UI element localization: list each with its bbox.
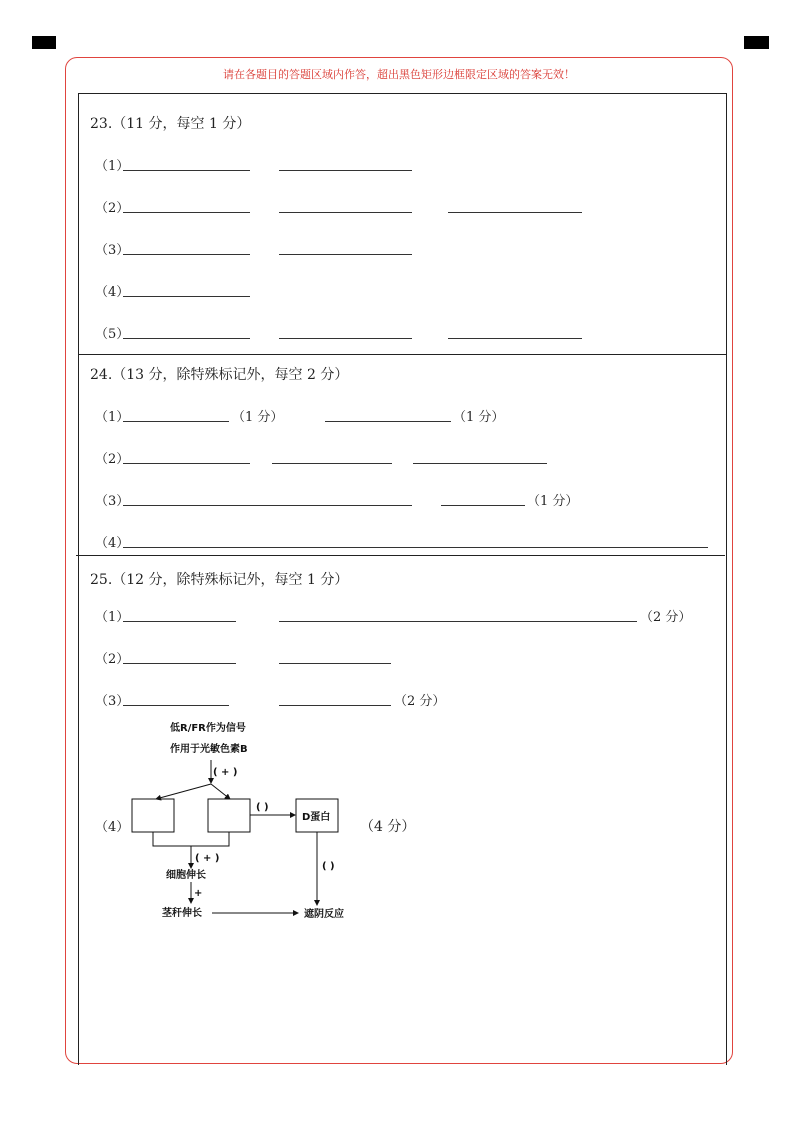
q25-label-3: （3） (95, 694, 130, 709)
blank-box-right[interactable] (208, 799, 250, 832)
signal-text-line2: 作用于光敏色素B (170, 744, 248, 755)
answer-blank[interactable] (123, 338, 250, 339)
stem-elongation-label: 茎秆伸长 (162, 908, 202, 919)
answer-blank[interactable] (279, 170, 412, 171)
section-divider (78, 354, 727, 355)
answer-blank[interactable] (279, 254, 412, 255)
answer-blank[interactable] (279, 338, 412, 339)
q24-label-3: （3） (95, 494, 130, 509)
answer-blank[interactable] (279, 621, 637, 622)
answer-blank[interactable] (123, 463, 250, 464)
q23-title: 23.（11 分，每空 1 分） (90, 116, 251, 132)
answer-blank[interactable] (123, 621, 236, 622)
points-note: （1 分） (232, 410, 284, 425)
points-note: （2 分） (394, 694, 446, 709)
answer-notice: 请在各题目的答题区域内作答，超出黑色矩形边框限定区域的答案无效！ (223, 68, 575, 81)
answer-blank[interactable] (279, 705, 391, 706)
shade-response-label: 遮阴反应 (304, 909, 344, 920)
answer-blank[interactable] (441, 505, 525, 506)
q23-label-1: （1） (95, 159, 130, 174)
plus-label-small: + (194, 888, 203, 899)
registration-mark-right (744, 36, 769, 49)
q25-title: 25.（12 分，除特殊标记外，每空 1 分） (90, 572, 349, 588)
answer-blank[interactable] (123, 254, 250, 255)
answer-blank[interactable] (325, 421, 451, 422)
q23-label-5: （5） (95, 327, 130, 342)
answer-blank[interactable] (123, 547, 708, 548)
answer-blank[interactable] (413, 463, 547, 464)
d-protein-label: D蛋白 (302, 812, 331, 823)
points-note: （1 分） (527, 494, 579, 509)
points-note: （2 分） (640, 610, 692, 625)
merge-line (153, 832, 229, 846)
registration-mark-left (32, 36, 56, 49)
plus-label-top: ( + ) (213, 767, 238, 778)
arrow-to-left-box (156, 784, 211, 799)
arrow-to-right-box (211, 784, 230, 799)
points-note: （4 分） (360, 819, 416, 835)
q24-label-4: （4） (95, 536, 130, 551)
answer-blank[interactable] (272, 463, 392, 464)
q25-label-4: （4） (95, 820, 130, 835)
cell-elongation-label: 细胞伸长 (166, 870, 206, 881)
blank-paren-right: ( ) (256, 802, 269, 813)
shade-response-diagram (120, 712, 360, 927)
section-divider (76, 555, 725, 556)
q25-label-2: （2） (95, 652, 130, 667)
q23-label-3: （3） (95, 243, 130, 258)
points-note: （1 分） (453, 410, 505, 425)
answer-blank[interactable] (123, 663, 236, 664)
blank-paren-down: ( ) (322, 861, 335, 872)
signal-text-line1: 低R/FR作为信号 (170, 723, 246, 734)
q24-label-1: （1） (95, 410, 130, 425)
answer-blank[interactable] (123, 421, 229, 422)
q23-label-4: （4） (95, 285, 130, 300)
answer-blank[interactable] (123, 212, 250, 213)
answer-blank[interactable] (448, 212, 582, 213)
answer-blank[interactable] (123, 505, 412, 506)
q23-label-2: （2） (95, 201, 130, 216)
q24-title: 24.（13 分，除特殊标记外，每空 2 分） (90, 367, 349, 383)
q24-label-2: （2） (95, 452, 130, 467)
answer-blank[interactable] (123, 296, 250, 297)
answer-blank[interactable] (279, 212, 412, 213)
blank-box-left[interactable] (132, 799, 174, 832)
answer-blank[interactable] (123, 170, 250, 171)
q25-label-1: （1） (95, 610, 130, 625)
plus-label-mid: ( + ) (195, 853, 220, 864)
answer-blank[interactable] (448, 338, 582, 339)
answer-blank[interactable] (123, 705, 229, 706)
answer-blank[interactable] (279, 663, 391, 664)
